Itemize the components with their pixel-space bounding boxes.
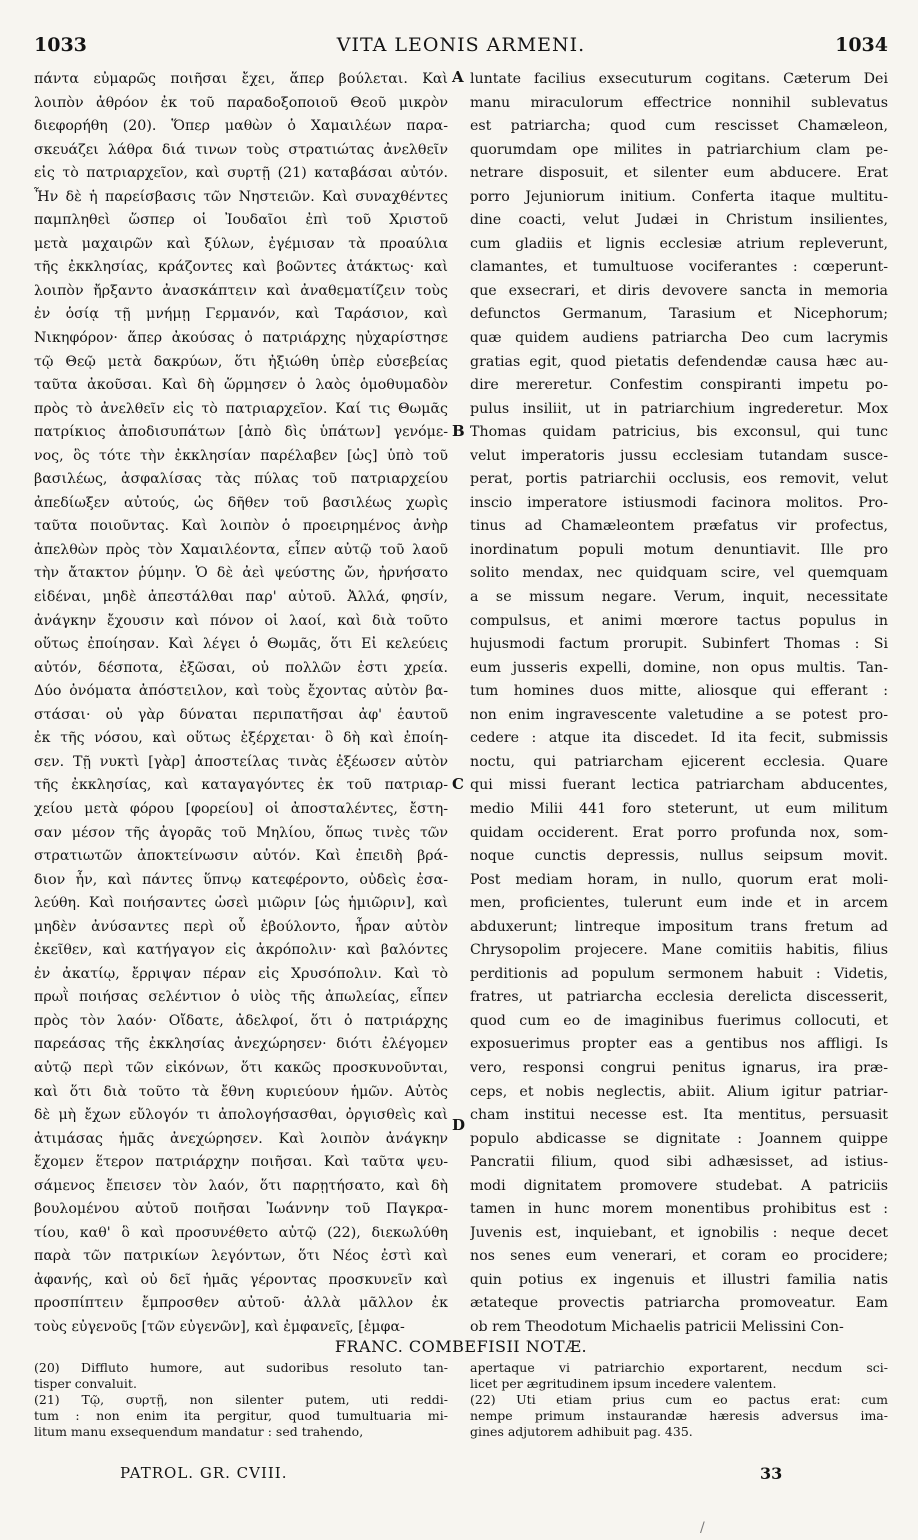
greek-text-line: παμπληθεὶ ὥσπερ οἱ Ἰουδαῖοι ἐπὶ τοῦ Χριστοῦ (34, 212, 448, 229)
greek-text-line: μετὰ μαχαιρῶν καὶ ξύλων, ἐγέμισαν τὰ προαύλια (34, 235, 448, 252)
greek-text-line: σάμενος ἔπεισεν τὸν λαόν, ὅτι παρῃτήσατο, καὶ δὴ (34, 1177, 448, 1194)
margin-marker-d: D (452, 1116, 466, 1134)
margin-marker-a: A (452, 68, 464, 86)
greek-text-line: Ἦν δὲ ἡ παρείσβασις τῶν Νηστειῶν. Καὶ συναχθέντες (34, 188, 448, 205)
latin-text-line: Juvenis est, inquiebant, et ignobilis : neque decet (470, 1224, 888, 1241)
greek-text-line: καὶ ὅτι διὰ τοῦτο τὰ ἔθνη κυριεύουν ἡμῶν. Αὐτὸς (34, 1083, 448, 1100)
latin-text-line: nos senes eum venerari, et coram eo procidere; (470, 1248, 888, 1265)
notes-heading: FRANC. COMBEFISII NOTÆ. (334, 1337, 588, 1356)
margin-marker-c: C (452, 775, 464, 793)
greek-text-line: τῷ Θεῷ μετὰ δακρύων, ὅτι ἠξιώθη ὑπὲρ εὐσεβείας (34, 353, 448, 370)
latin-text-line: netrare disposuit, et silenter eum abducere. Erat (470, 165, 888, 182)
latin-text-line: exposuerimus propter eas a gentibus nos affligi. Is (470, 1036, 888, 1053)
latin-text-line: manu miraculorum effectrice nonnihil sublevatus (470, 94, 888, 111)
greek-text-line: Νικηφόρον· ἅπερ ἀκούσας ὁ πατριάρχης ηὐχαρίστησε (34, 330, 448, 347)
latin-text-line: tum homines duos mitte, aliosque qui efferant : (470, 683, 888, 700)
greek-text-line: ἀφανής, καὶ οὐ δεῖ ἡμᾶς γέροντας προσκυνεῖν καὶ (34, 1271, 448, 1288)
greek-text-line: ἐν ἀκατίῳ, ἔρριψαν πέραν εἰς Χρυσόπολιν. Καὶ τὸ (34, 965, 448, 982)
greek-text-line: σκευάζει λάθρα διά τινων τοὺς στρατιώτας ἀνελθεῖν (34, 141, 448, 158)
greek-text-line: ἀπελθὼν πρὸς τὸν Χαμαιλέοντα, εἶπεν αὐτῷ τοῦ λαοῦ (34, 541, 448, 558)
greek-text-line: στρατιωτῶν ἀποκτείνωσιν αὐτόν. Καὶ ἐπειδὴ βρά- (34, 848, 448, 865)
footnote-line: tum : non enim ita pergitur, quod tumultuaria mi- (34, 1408, 448, 1423)
greek-text-line: λοιπὸν ἀθρόον ἐκ τοῦ παραδοξοποιοῦ Θεοῦ μικρὸν (34, 94, 448, 111)
greek-text-line: πρὸς τὸν λαόν· Οἴδατε, ἀδελφοί, ὅτι ὁ πατριάρχης (34, 1012, 448, 1029)
latin-text-line: modi dignitatem promovere studebat. A patriciis (470, 1177, 888, 1194)
latin-text-column (470, 68, 888, 1340)
latin-text-line: dire mereretur. Confestim conspiranti impetu po- (470, 377, 888, 394)
footnote-line: (20) Diffluto humore, aut sudoribus resoluto tan- (34, 1360, 448, 1375)
greek-text-line: ἐν ὁσίᾳ τῇ μνήμῃ Γερμανόν, καὶ Ταράσιον, καὶ (34, 306, 448, 323)
greek-text-line: μηδὲν ἀνύσαντες περὶ οὗ ἐβούλοντο, ἦραν αὐτὸν (34, 918, 448, 935)
margin-marker-b: B (452, 422, 465, 440)
footnote-line: licet per ægritudinem ipsum incedere valentem. (470, 1376, 777, 1391)
latin-text-line: inordinatum populi motum denuntiavit. Ille pro (470, 541, 888, 558)
latin-text-line: qui missi fuerant lectica patriarcham abducentes, (470, 777, 888, 794)
greek-text-line: οὕτως ἐποίησαν. Καὶ λέγει ὁ Θωμᾶς, ὅτι Εἰ κελεύεις (34, 636, 448, 653)
latin-text-line: men, proficientes, tulerunt eum inde et in arcem (470, 895, 888, 912)
running-title: VITA LEONIS ARMENI. (336, 34, 586, 56)
greek-text-line: ἔχομεν ἕτερον πατριάρχην ποιῆσαι. Καὶ ταῦτα ψευ- (34, 1154, 448, 1171)
latin-text-line: luntate facilius exsecuturum cogitans. Cæterum Dei (470, 71, 888, 87)
latin-text-line: pulus insiliit, ut in patriarchium ingrederetur. Mox (470, 400, 888, 417)
latin-text-line: quin potius ex ingenuis et illustri familia natis (470, 1271, 888, 1288)
page-header (34, 34, 888, 62)
latin-text-line: perat, portis patriarchii occlusis, eos removit, velut (470, 471, 888, 488)
latin-text-line: quæ quidem audiens patriarcha Deo cum lacrymis (470, 330, 888, 347)
greek-text-line: εἰδέναι, μηδὲ ἀπεστάλθαι παρ' αὐτοῦ. Ἀλλά, φησίν, (34, 589, 448, 606)
greek-text-line: πατρίκιος ἀποδισυπάτων [ἀπὸ δὶς ὑπάτων] γενόμε- (34, 424, 448, 441)
footnote-line: nempe primum instaurandæ hæresis adversus ima- (470, 1408, 888, 1423)
greek-text-line: πρὸς τὸ ἀνελθεῖν εἰς τὸ πατριαρχεῖον. Καί τις Θωμᾶς (34, 400, 448, 417)
latin-text-line: tinus ad Chamæleontem præfatus vir profectus, (470, 518, 888, 535)
page-number-right: 1034 (835, 34, 888, 56)
footer-volume: PATROL. GR. CVIII. (120, 1464, 288, 1482)
latin-text-line: que exsecrari, et diris devovere sancta in memoria (470, 282, 888, 299)
greek-text-line: διον ἦν, καὶ πάντες ὕπνῳ κατεφέροντο, οὐδεὶς ἐσα- (34, 871, 448, 888)
latin-text-line: defunctos Germanum, Tarasium et Nicephorum; (470, 306, 888, 323)
footnote-line: (21) Τῷ, συρτῇ, non silenter putem, uti reddi- (34, 1392, 448, 1407)
greek-text-line: ἀτιμάσας ἡμᾶς ἀνεχώρησεν. Καὶ λοιπὸν ἀνάγκην (34, 1130, 448, 1147)
greek-text-line: λοιπὸν ἤρξαντο ἀνασκάπτειν καὶ ἀναθεματίζειν τοὺς (34, 282, 448, 299)
stray-mark: / (700, 1520, 705, 1536)
latin-text-line: est patriarcha; quod cum rescisset Chamæleon, (470, 118, 888, 135)
greek-text-line: λεύθη. Καὶ ποιήσαντες ὡσεὶ μιῶριν [ὡς ἡμιῶριν], καὶ (34, 895, 448, 912)
notes-right-column (470, 1360, 888, 1440)
latin-text-line: noque cunctis depressis, nullus seipsum movit. (470, 848, 888, 865)
page-number-left: 1033 (34, 34, 87, 56)
latin-text-line: vero, responsi congrui penitus ignarus, ira præ- (470, 1059, 888, 1076)
footnote-line: (22) Uti etiam prius cum eo pactus erat: cum (470, 1392, 888, 1407)
latin-text-line: inscio imperatore istiusmodi facinora molitos. Pro- (470, 494, 888, 511)
latin-text-line: tamen in hunc morem monentibus prohibitus est : (470, 1201, 888, 1218)
latin-text-line: gratias egit, quod pietatis defendendæ causa hæc au- (470, 353, 888, 370)
latin-text-line: porro Jejuniorum initium. Conferta itaque multitu- (470, 188, 888, 205)
greek-text-line: εἰς τὸ πατριαρχεῖον, καὶ συρτῇ (21) καταβάσαι αὐτόν. (34, 165, 448, 182)
greek-text-line: τῆς ἐκκλησίας, καὶ καταγαγόντες ἐκ τοῦ πατριαρ- (34, 777, 448, 794)
greek-text-line: διεφορήθη (20). Ὅπερ μαθὼν ὁ Χαμαιλέων παρα- (34, 118, 448, 135)
latin-text-line: medio Milii 441 foro steterunt, ut eum militum (470, 800, 888, 817)
greek-text-line: τὴν ἄτακτον ῥύμην. Ὁ δὲ ἀεὶ ψεύστης ὤν, ἠρνήσατο (34, 565, 448, 582)
greek-text-line: βασιλέως, ἀσφαλίσας τὰς πύλας τοῦ πατριαρχείου (34, 471, 448, 488)
latin-text-line: Post mediam horam, in nullo, quorum erat moli- (470, 871, 888, 888)
footer-signature: 33 (760, 1464, 783, 1483)
latin-text-line: Chrysopolim projecere. Mane comitiis habitis, filius (470, 942, 888, 959)
latin-text-line: velut imperatoris jussu ecclesiam tutandam susce- (470, 447, 888, 464)
latin-text-line: cedere : atque ita discedet. Id ita fecit, submissis (470, 730, 888, 747)
latin-text-line: a se missum negare. Verum, inquit, necessitate (470, 589, 888, 606)
greek-text-line: στάσαι· οὐ γὰρ δύναται περιπατῆσαι ἀφ' ἑαυτοῦ (34, 706, 448, 723)
greek-text-line: ἀπεδίωξεν αὐτούς, ὡς δῆθεν τοῦ βασιλέως χωρὶς (34, 494, 448, 511)
greek-text-line: αὐτόν, δέσποτα, ἐξῶσαι, οὐ πολλῶν ἐστι χρεία. (34, 659, 448, 676)
greek-text-line: αὐτῷ περὶ τῶν εἰκόνων, ὅτι κακῶς προσκυνοῦνται, (34, 1059, 448, 1076)
latin-text-line: perditionis ad populum sermonem habuit : Videtis, (470, 965, 888, 982)
latin-text-line: eum jusseris expelli, domine, non opus multis. Tan- (470, 659, 888, 676)
greek-text-line: τῆς ἐκκλησίας, κράζοντες καὶ βοῶντες ἀτάκτως· καὶ (34, 259, 448, 276)
latin-text-line: ceps, et nobis neglectis, abiit. Alium igitur patriar- (470, 1083, 888, 1100)
latin-text-line: dine coacti, velut Judæi in Christum insilientes, (470, 212, 888, 229)
latin-text-line: Pancratii filium, quod sibi adhæsisset, ad istius- (470, 1154, 888, 1171)
greek-text-line: πρωῒ ποιήσας σελέντιον ὁ υἱὸς τῆς ἀπωλείας, εἶπεν (34, 989, 448, 1006)
footnote-line: litum manu exsequendum mandatur : sed trahendo, (34, 1424, 364, 1439)
latin-text-line: quidam occiderent. Erat porro profunda nox, som- (470, 824, 888, 841)
greek-text-column (34, 68, 448, 1340)
greek-text-line: ταῦτα ἀκοῦσαι. Καὶ δὴ ὥρμησεν ὁ λαὸς ὁμοθυμαδὸν (34, 377, 448, 394)
greek-text-line: δὲ μὴ ἔχων εὔλογόν τι ἀπολογήσασθαι, ὀργισθεὶς καὶ (34, 1107, 448, 1124)
latin-text-line: fratres, ut patriarcha ecclesia derelicta discesserit, (470, 989, 888, 1006)
footnote-line: tisper convaluit. (34, 1376, 137, 1391)
greek-text-line: τοὺς εὐγενοῦς [τῶν εὐγενῶν], καὶ ἐμφανεῖς, [ἐμφα- (34, 1318, 405, 1335)
greek-text-line: ἐκ τῆς νόσου, καὶ οὕτως ἐξέρχεται· ὃ δὴ καὶ ἐποίη- (34, 730, 448, 747)
greek-text-line: τίου, καθ' ὃ καὶ προσυνέθετο αὐτῷ (22), διεκωλύθη (34, 1224, 448, 1241)
latin-text-line: ætateque provectis patriarcha promoveatur. Eam (470, 1295, 888, 1312)
notes-left-column (34, 1360, 448, 1440)
latin-text-line: clamantes, et tumultuose vociferantes : cœperunt- (470, 259, 888, 276)
latin-text-line: non enim ingravescente valetudine a se potest pro- (470, 706, 888, 723)
latin-text-line: Thomas quidam patricius, bis exconsul, qui tunc (470, 424, 888, 441)
latin-text-line: compulsus, et animi mœrore tactus populus in (470, 612, 888, 629)
greek-text-line: ἐκεῖθεν, καὶ κατήγαγον εἰς ἀκρόπολιν· καὶ βαλόντες (34, 942, 448, 959)
latin-text-line: cum gladiis et lignis ecclesiæ atrium repleverunt, (470, 235, 888, 252)
footnote-line: gines adjutorem adhibuit pag. 435. (470, 1424, 693, 1439)
greek-text-line: νος, ὃς τότε τὴν ἐκκλησίαν παρέλαβεν [ὡς] ὑπὸ τοῦ (34, 447, 448, 464)
latin-text-line: ob rem Theodotum Michaelis patricii Melissini Con- (470, 1318, 844, 1335)
latin-text-line: hujusmodi factum prorupit. Subinfert Thomas : Si (470, 636, 888, 653)
greek-text-line: χείου μετὰ φόρου [φορείου] οἱ ἀποσταλέντες, ἔστη- (34, 800, 448, 817)
footnote-line: apertaque vi patriarchio exportarent, necdum sci- (470, 1360, 888, 1375)
greek-text-line: σεν. Τῇ νυκτὶ [γὰρ] ἀποστείλας τινὰς ἐξέωσεν αὐτὸν (34, 753, 448, 770)
latin-text-line: quod cum eo de imaginibus fuerimus collocuti, et (470, 1012, 888, 1029)
greek-text-line: παρεάσας τῆς ἐκκλησίας ἀνεχώρησεν· διότι ἐλέγομεν (34, 1036, 448, 1053)
greek-text-line: παρὰ τῶν πατρικίων λεγόντων, ὅτι Νέος ἐστὶ καὶ (34, 1248, 448, 1265)
latin-text-line: cham institui necesse est. Ita mentitus, persuasit (470, 1107, 888, 1124)
latin-text-line: abduxerunt; lintreque impositum trans fretum ad (470, 918, 888, 935)
greek-text-line: Δύο ὀνόματα ἀπόστειλον, καὶ τοὺς ἔχοντας αὐτὸν βα- (34, 683, 448, 700)
latin-text-line: populo abdicasse se dignitate : Joannem quippe (470, 1130, 888, 1147)
latin-text-line: solito mendax, nec quidquam scire, vel quemquam (470, 565, 888, 582)
greek-text-line: βουλομένου αὐτοῦ ποιῆσαι Ἰωάννην τοῦ Παγκρα- (34, 1201, 448, 1218)
greek-text-line: προσπίπτειν ἔμπροσθεν αὐτοῦ· ἀλλὰ μᾶλλον ἐκ (34, 1295, 448, 1312)
greek-text-line: ταῦτα ποιοῦντας. Καὶ λοιπὸν ὁ προειρημένος ἀνὴρ (34, 518, 448, 535)
greek-text-line: ἀνάγκην ἔχουσιν καὶ πόνον οἱ λαοί, καὶ διὰ τοῦτο (34, 612, 448, 629)
latin-text-line: noctu, qui patriarcham ejicerent ecclesia. Quare (470, 753, 888, 770)
greek-text-line: πάντα εὐμαρῶς ποιῆσαι ἔχει, ἅπερ βούλεται. Καὶ (34, 71, 448, 87)
latin-text-line: quorumdam ope milites in patriarchium clam pe- (470, 141, 888, 158)
greek-text-line: σαν μέσον τῆς ἀγορᾶς τοῦ Μηλίου, ὅπως τινὲς τῶν (34, 824, 448, 841)
